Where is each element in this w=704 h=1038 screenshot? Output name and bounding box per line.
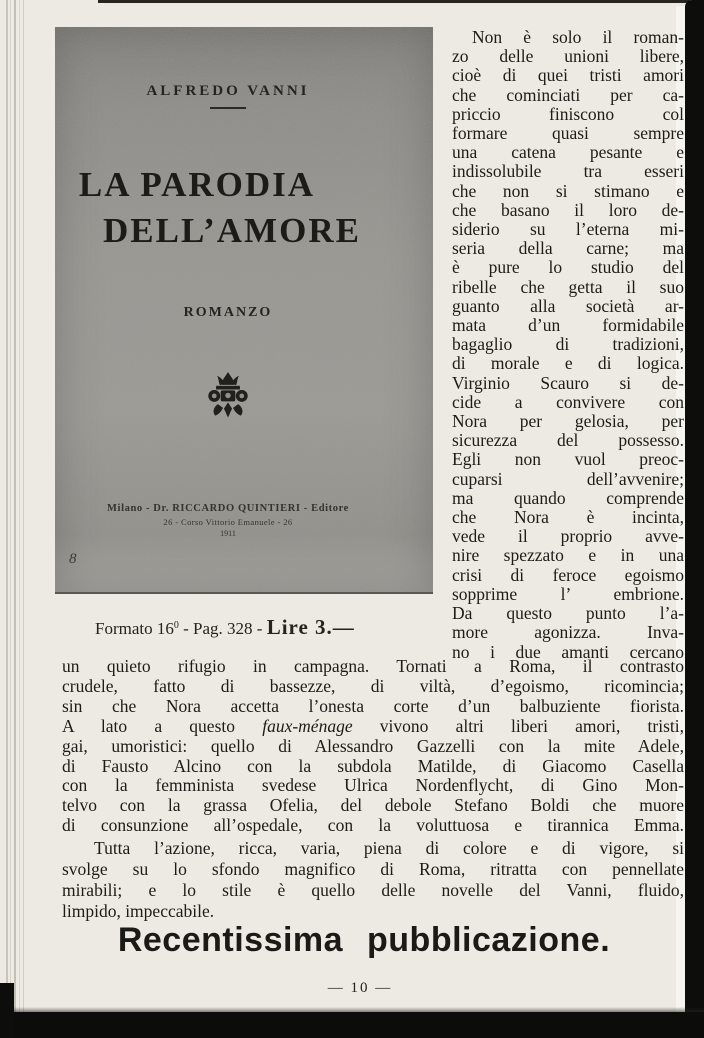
margin-mark: 8 — [69, 551, 77, 567]
text-line: nire spezzato e in una — [452, 545, 684, 566]
text-line: cide a convivere con — [452, 391, 684, 412]
publisher-imprint — [39, 503, 417, 538]
publisher-address: 26 - Corso Vittorio Emanuele - 26 — [163, 517, 293, 527]
publisher-ornament-icon — [206, 371, 250, 419]
book-binding-edge — [0, 0, 30, 1038]
cover-genre: ROMANZO — [183, 305, 273, 320]
text-line: sopprime l’ embrione. — [452, 583, 684, 604]
cover-title-line1: LA PARODIA — [78, 165, 316, 204]
text-line: che Nora è incinta, — [452, 507, 684, 528]
text-line: bagaglio di tradizioni, — [452, 334, 684, 355]
text-line: more agonizza. Inva- — [452, 622, 684, 643]
description-paragraph-2 — [62, 838, 684, 922]
text-line: che basano il loro de- — [452, 199, 684, 220]
text-line: di consunzione all’ospedale, con la voluttuosa e tirannica Emma. — [62, 815, 684, 836]
scan-corner-mark — [0, 983, 14, 1038]
text-line: Tutta l’azione, ricca, varia, piena di colore e di vigore, si — [94, 838, 684, 858]
text-line: A lato a questo faux-ménage vivono altri liberi amori, tristi, — [62, 715, 684, 736]
publisher-name: Milano - Dr. RICCARDO QUINTIERI - Editore — [107, 503, 349, 514]
text-line: crudele, fatto di bassezze, di viltà, d’egoismo, ricomincia; — [62, 675, 684, 696]
cover-title-line2: DELL’AMORE — [103, 211, 361, 250]
text-line: limpido, impeccabile. — [62, 900, 215, 921]
text-line: cioè di quei tristi amori — [452, 65, 684, 86]
text-line: gai, umoristici: quello di Alessandro Gazzelli con la mite Adele, — [62, 735, 684, 756]
scan-right-band — [685, 0, 704, 1038]
description-column — [452, 28, 684, 662]
text-line: Non è solo il roman- — [472, 27, 684, 47]
scan-bottom-band — [0, 1012, 704, 1038]
binding-line — [10, 0, 11, 1038]
text-line: Nora per gelosia, per — [452, 411, 684, 432]
binding-line — [6, 0, 8, 1038]
text-line: sicurezza del possesso. — [452, 430, 684, 451]
binding-line — [14, 0, 16, 1038]
book-cover-image — [55, 27, 433, 592]
text-line: è pure lo studio del — [452, 257, 684, 278]
text-line: ma quando comprende — [452, 487, 684, 508]
binding-line — [19, 0, 20, 1038]
text-line: di morale e di logica. — [452, 353, 684, 374]
text-line: siderio su l’eterna mi- — [452, 219, 684, 240]
format-price-caption — [95, 615, 355, 640]
price-label: Lire 3.— — [266, 615, 355, 639]
text-line: Virginio Scauro si de- — [452, 372, 684, 393]
text-line: Da questo punto l’a- — [452, 603, 684, 624]
text-line: che cominciati per ca- — [452, 84, 684, 105]
pages-label: - Pag. 328 - — [178, 619, 267, 638]
text-line: telvo con la grassa Ofelia, del debole Stefano Boldi che muore — [62, 795, 684, 816]
binding-line — [23, 0, 24, 1038]
text-line: svolge su lo sfondo magnifico di Roma, ritratta con pennellate — [62, 858, 684, 879]
text-line: di Fausto Alcino con la subdola Matilde, di Giacomo Casella — [62, 755, 684, 776]
text-line: un quieto rifugio in campagna. Tornati a Roma, il contrasto — [62, 656, 684, 676]
publication-year: 1911 — [220, 529, 236, 538]
text-line: sin che Nora accetta l’onesta corte d’un balbuziente fiorista. — [62, 695, 684, 716]
text-line: priccio finiscono col — [452, 103, 684, 124]
scan-top-edge — [98, 0, 690, 3]
text-line: crisi di feroce egoismo — [452, 564, 684, 585]
text-line: che non si stimano e — [452, 180, 684, 201]
text-line: una catena pesante e — [452, 142, 684, 163]
footer-headline: Recentissima pubblicazione. — [117, 921, 611, 959]
text-line: mata d’un formidabile — [452, 315, 684, 336]
text-line: Egli non vuol preoc- — [452, 449, 684, 470]
text-line: cuparsi dell’avvenire; — [452, 468, 684, 489]
cover-rule — [210, 107, 246, 109]
text-line: zo delle unioni libere, — [452, 46, 684, 67]
cover-author: ALFREDO VANNI — [146, 83, 310, 99]
text-line: ribelle che getta il suo — [452, 276, 684, 297]
format-superscript: 0 — [173, 620, 179, 631]
text-line: vede il proprio avve- — [452, 526, 684, 547]
page-number: — 10 — — [327, 980, 393, 996]
text-line: seria della carne; ma — [452, 238, 684, 259]
format-label: Formato 16 — [95, 619, 174, 638]
text-line: indissolubile tra esseri — [452, 161, 684, 182]
text-line: mirabili; e lo stile è quello delle novelle del Vanni, fluido, — [62, 879, 684, 900]
text-line: formare quasi sempre — [452, 123, 684, 144]
description-paragraph-1 — [62, 657, 684, 836]
text-line: con la femminista svedese Ulrica Nordenflycht, di Gino Mon- — [62, 775, 684, 796]
cover-printed-area — [39, 27, 417, 592]
text-line: guanto alla società ar- — [452, 295, 684, 316]
text-line: no i due amanti cercano — [452, 641, 684, 662]
